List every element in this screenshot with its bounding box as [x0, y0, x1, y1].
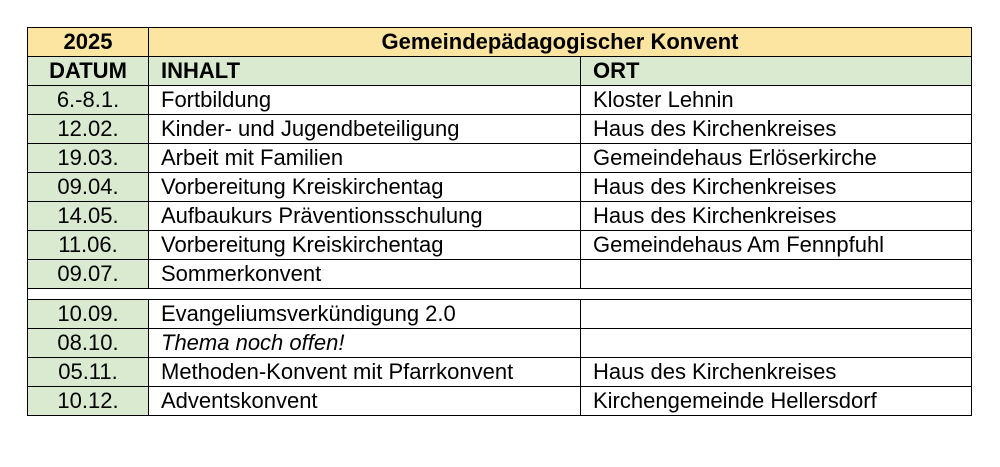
table-row — [28, 86, 972, 115]
column-header-row — [28, 57, 972, 86]
date-cell: 09.04. — [28, 173, 149, 202]
table-row — [28, 202, 972, 231]
content-cell: Thema noch offen! — [149, 329, 581, 358]
date-cell: 08.10. — [28, 329, 149, 358]
spacer-cell — [28, 289, 972, 300]
place-cell: Haus des Kirchenkreises — [581, 115, 972, 144]
content-cell: Adventskonvent — [149, 387, 581, 416]
table-row — [28, 300, 972, 329]
date-cell: 14.05. — [28, 202, 149, 231]
col-header-date: DATUM — [28, 57, 149, 86]
content-cell: Kinder- und Jugendbeteiligung — [149, 115, 581, 144]
place-cell: Kirchengemeinde Hellersdorf — [581, 387, 972, 416]
date-cell: 11.06. — [28, 231, 149, 260]
content-cell: Vorbereitung Kreiskirchentag — [149, 173, 581, 202]
content-cell: Arbeit mit Familien — [149, 144, 581, 173]
summer-break-spacer — [28, 289, 972, 300]
date-cell: 05.11. — [28, 358, 149, 387]
place-cell: Haus des Kirchenkreises — [581, 358, 972, 387]
date-cell: 10.12. — [28, 387, 149, 416]
date-cell: 6.-8.1. — [28, 86, 149, 115]
date-cell: 09.07. — [28, 260, 149, 289]
table-row — [28, 173, 972, 202]
content-cell: Aufbaukurs Präventionsschulung — [149, 202, 581, 231]
place-cell: Gemeindehaus Erlöserkirche — [581, 144, 972, 173]
table-row — [28, 329, 972, 358]
table-row — [28, 115, 972, 144]
title-row — [28, 28, 972, 57]
date-cell: 19.03. — [28, 144, 149, 173]
place-cell: Gemeindehaus Am Fennpfuhl — [581, 231, 972, 260]
table-row — [28, 260, 972, 289]
place-cell: Haus des Kirchenkreises — [581, 202, 972, 231]
table-row — [28, 144, 972, 173]
place-cell — [581, 260, 972, 289]
table-row — [28, 387, 972, 416]
place-cell: Haus des Kirchenkreises — [581, 173, 972, 202]
content-cell: Methoden-Konvent mit Pfarrkonvent — [149, 358, 581, 387]
date-cell: 12.02. — [28, 115, 149, 144]
place-cell — [581, 329, 972, 358]
content-cell: Sommerkonvent — [149, 260, 581, 289]
content-cell: Fortbildung — [149, 86, 581, 115]
date-cell: 10.09. — [28, 300, 149, 329]
content-cell: Vorbereitung Kreiskirchentag — [149, 231, 581, 260]
table-row — [28, 231, 972, 260]
table-row — [28, 358, 972, 387]
place-cell: Kloster Lehnin — [581, 86, 972, 115]
col-header-content: INHALT — [149, 57, 581, 86]
content-cell: Evangeliumsverkündigung 2.0 — [149, 300, 581, 329]
table-title: Gemeindepädagogischer Konvent — [149, 28, 972, 57]
col-header-place: ORT — [581, 57, 972, 86]
schedule-table — [27, 27, 972, 416]
place-cell — [581, 300, 972, 329]
year-cell: 2025 — [28, 28, 149, 57]
